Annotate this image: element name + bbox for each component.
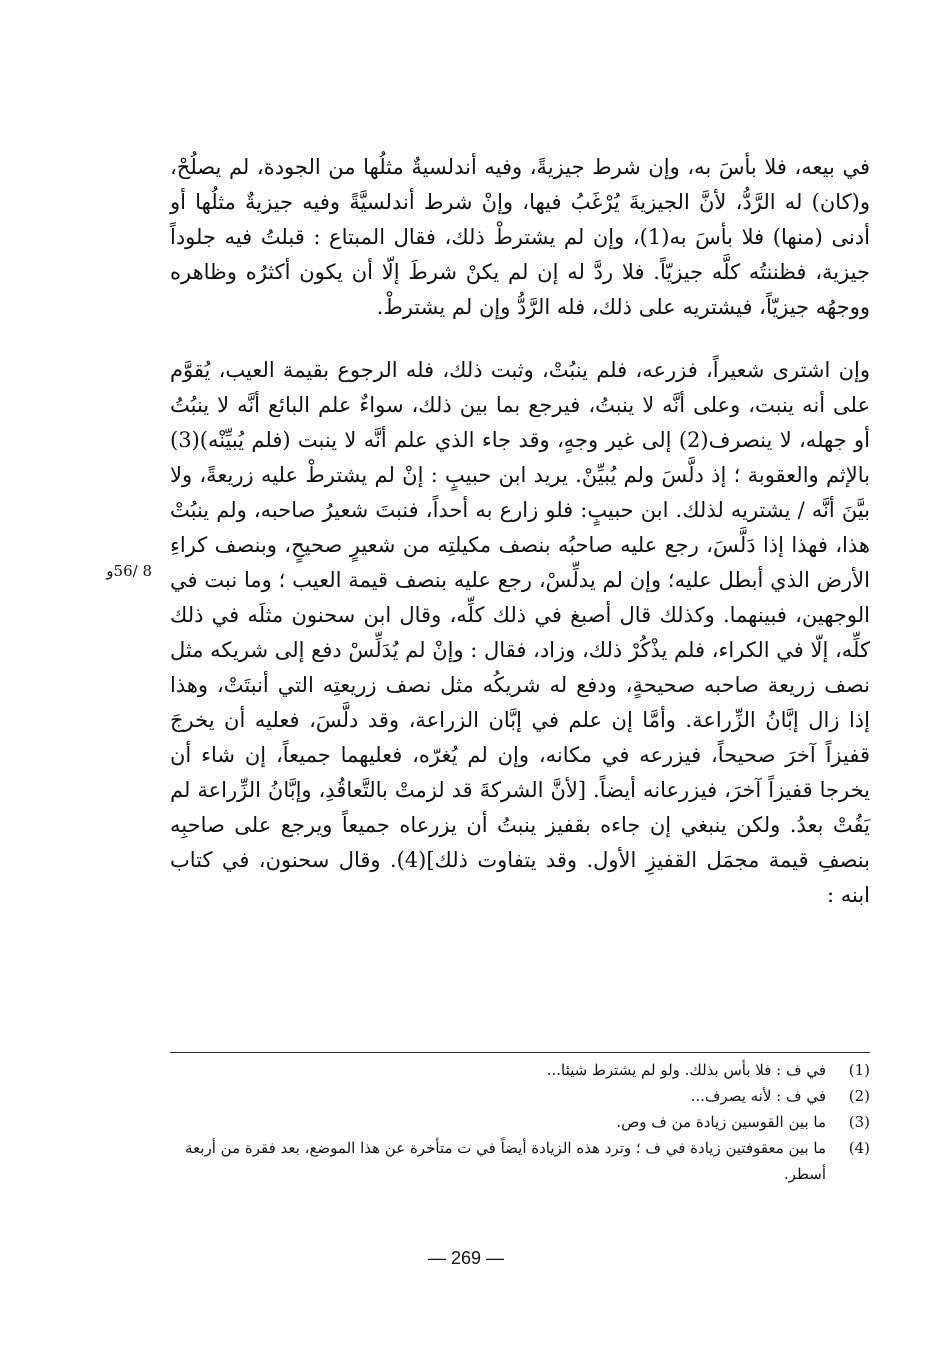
paragraph-2: وإن اشترى شعيراً، فزرعه، فلم ينبُتْ، وثبت ذلك، فله الرجوع بقيمة العيب، يُقوَّم على أنه ينبت، وعلى أنَّه لا ينبتُ، فيرجع بما بين ذلك، سواءٌ علم البائع أنَّه لا ينبُتُ أو جهله، لا ينصرف(2) إلى غير وجهٍ، وقد جاء الذي علم أنَّه لا ينبت (فلم يُبيِّنْه)(3) بالإثم والعقوبة ؛ إذ دلَّسَ ولم يُبيِّنْ. يريد ابن حبيبٍ : إنْ لم يشترطْ عليه زريعةً، ولا بيَّنَ أنَّه / يشتريه لذلك. ابن حبيبٍ: فلو زارع به أحداً، فنبتَ شعيرُ صاحبه، ولم ينبُتْ هذا، فهذا إذا دَلَّسَ، رجع عليه صاحبُه بنصف مكيلتِه من شعيرٍ صحيحٍ، وبنصف كراءِ الأرض الذي أبطل عليه؛ وإن لم يدلِّسْ، رجع عليه بنصف قيمة العيب ؛ وما نبت في الوجهين، فبينهما. وكذلك قال أصبغ في ذلك كلِّه، وقال ابن سحنون مثلَه في ذلك كلِّه، إلّا في الكراء، فلم يذْكُرْ ذلك، وزاد، فقال : وإنْ لم يُدَلِّسْ دفع إلى شريكه مثل نصف زريعة صاحبه صحيحةٍ، ودفع له شريكُه مثل نصف زريعتِه التي أنبتَتْ، وهذا إذا زال إبَّانُ الزِّراعة. وأمَّا إن علم في إبَّان الزراعة، وقد دلَّسَ، فعليه أن يخرجَ قفيزاً آخرَ صحيحاً، فيزرعه في مكانه، وإن لم يُغرّه، فعليهما جميعاً، إن شاء أن يخرجا قفيزاً آخرَ، فيزرعانه أيضاً. [لأنَّ الشركةَ قد لزمتْ بالتَّعاقُدِ، وإبَّانُ الزِّراعة لم يَفُتْ بعدُ. ولكن ينبغي إن جاءه بقفيز ينبتُ أن يزرعاه جميعاً ويرجع على صاحبِه بنصفِ قيمة مجمَل القفيزِ الأول. وقد يتفاوت ذلك](4). وقال سحنون، في كتاب ابنه : xyxy=(170,358,871,907)
paragraph-1: في بيعه، فلا بأسَ به، وإن شرط جيزيةً، وفيه أندلسيةٌ مثلُها من الجودة، لم يصلُحْ، و(كان) له الرَّدُّ، لأنَّ الجيزيةَ يُرْغَبُ فيها، وإنْ شرط أندلسيَّةً وفيه جيزيةٌ مثلُها أو أدنى (منها) فلا بأسَ به(1)، وإن لم يشترطْ ذلك، فقال المبتاع : قبلتُ فيه جلوداً جيزية، فظننتُه كلَّه جيزيّاً. فلا ردَّ له إن لم يكنْ شرطَ إلّا أن يكون أكثرُه وظاهره ووجهُه جيزيّاً، فيشتريه على ذلك، فله الرَّدُّ وإن لم يشترطْ. xyxy=(170,155,870,319)
folio-margin-note: 8 /56و xyxy=(106,562,152,580)
footnote-2 xyxy=(170,1083,870,1109)
footnote-text: ما بين القوسين زيادة من ف وص. xyxy=(616,1113,826,1131)
footnote-number: (3) xyxy=(848,1113,870,1131)
footnote-4 xyxy=(170,1135,870,1187)
main-text xyxy=(170,150,870,913)
footnote-3 xyxy=(170,1109,870,1135)
footnote-number: (1) xyxy=(848,1061,870,1079)
footnote-1 xyxy=(170,1057,870,1083)
footnote-text: في ف : فلا بأس بذلك. ولو لم يشترط شيئا... xyxy=(546,1061,826,1079)
footnote-text: ما بين معقوفتين زيادة في ف ؛ وترد هذه الزيادة أيضاً في ت متأخرة عن هذا الموضع، بعد فقرة من أربعة أسطر. xyxy=(185,1139,826,1183)
page-number: — 269 — xyxy=(427,1248,505,1268)
footnote-number: (2) xyxy=(848,1087,870,1105)
footnote-text: في ف : لأنه يصرف... xyxy=(690,1087,826,1105)
footnotes xyxy=(170,1052,870,1187)
footnote-number: (4) xyxy=(848,1139,870,1157)
